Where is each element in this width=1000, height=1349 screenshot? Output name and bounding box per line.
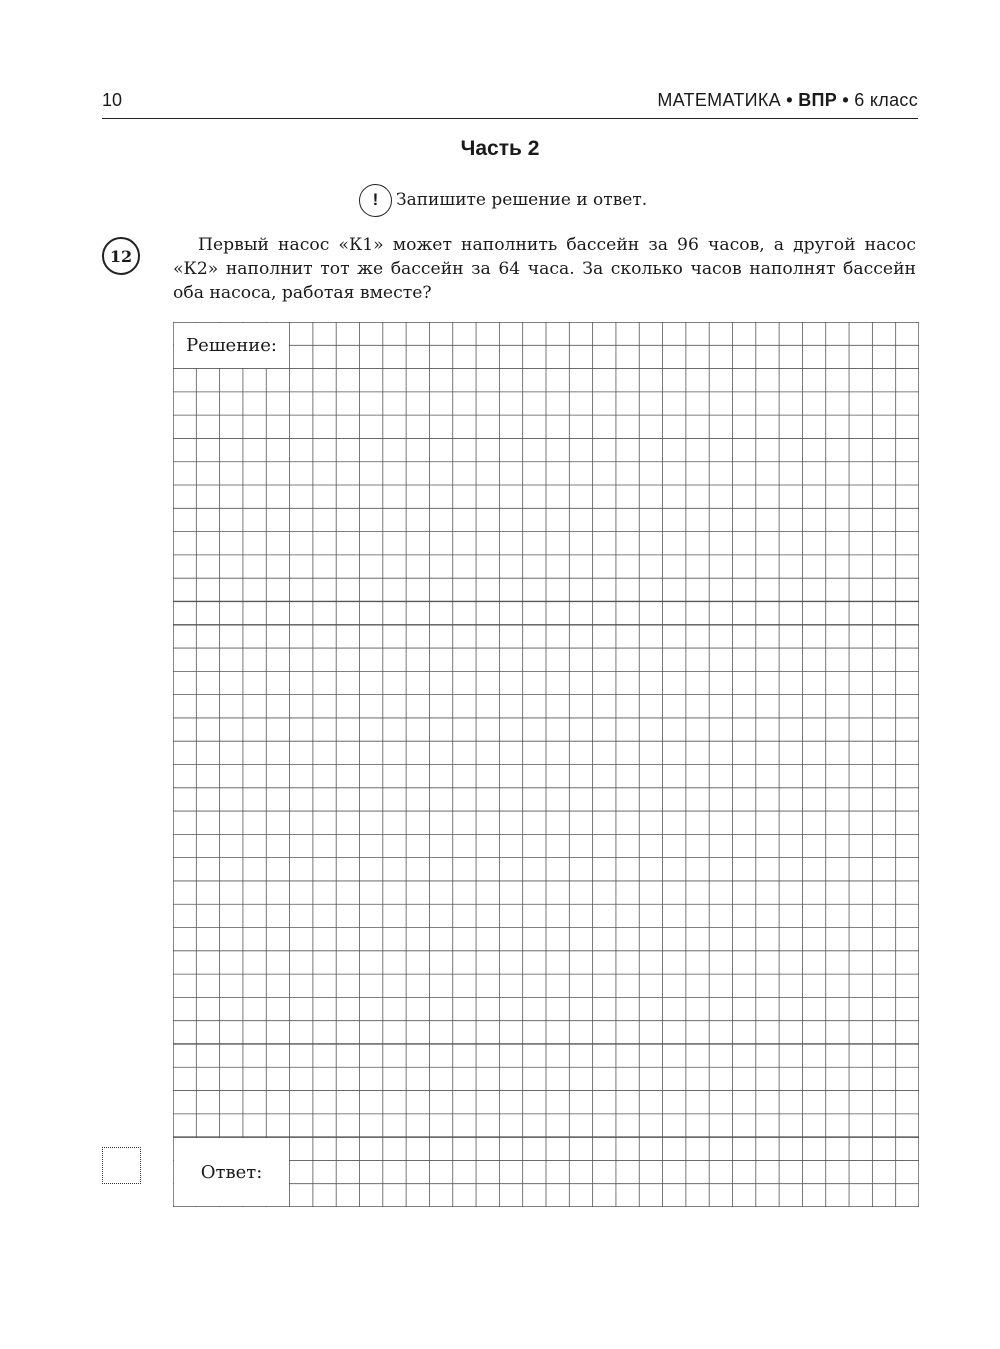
- grade-label: 6 класс: [854, 90, 918, 110]
- subject-label: МАТЕМАТИКА: [657, 90, 781, 110]
- exclamation-icon: !: [359, 184, 392, 217]
- answer-label: Ответ:: [174, 1138, 289, 1206]
- task-number-badge: 12: [102, 237, 140, 275]
- separator-dot: •: [786, 90, 793, 110]
- instruction-text: Запишите решение и ответ.: [396, 190, 648, 210]
- page-number: 10: [102, 90, 123, 110]
- page-header: [102, 86, 918, 119]
- separator-dot: •: [842, 90, 849, 110]
- instruction: [359, 181, 647, 219]
- part-title: Часть 2: [460, 137, 540, 160]
- running-title: [657, 90, 918, 111]
- solution-label: Решение:: [174, 323, 289, 368]
- grid-paper: [173, 322, 919, 1207]
- answer-grid-sheet[interactable]: [173, 322, 919, 1207]
- task-text: Первый насос «К1» может наполнить бассейн за 96 часов, а другой насос «К2» наполнит тот же бассейн за 64 часа. За сколько часов наполнят бассейн оба насоса, работая вместе?: [173, 235, 916, 303]
- exam-label: ВПР: [798, 90, 838, 110]
- score-box[interactable]: [102, 1147, 141, 1184]
